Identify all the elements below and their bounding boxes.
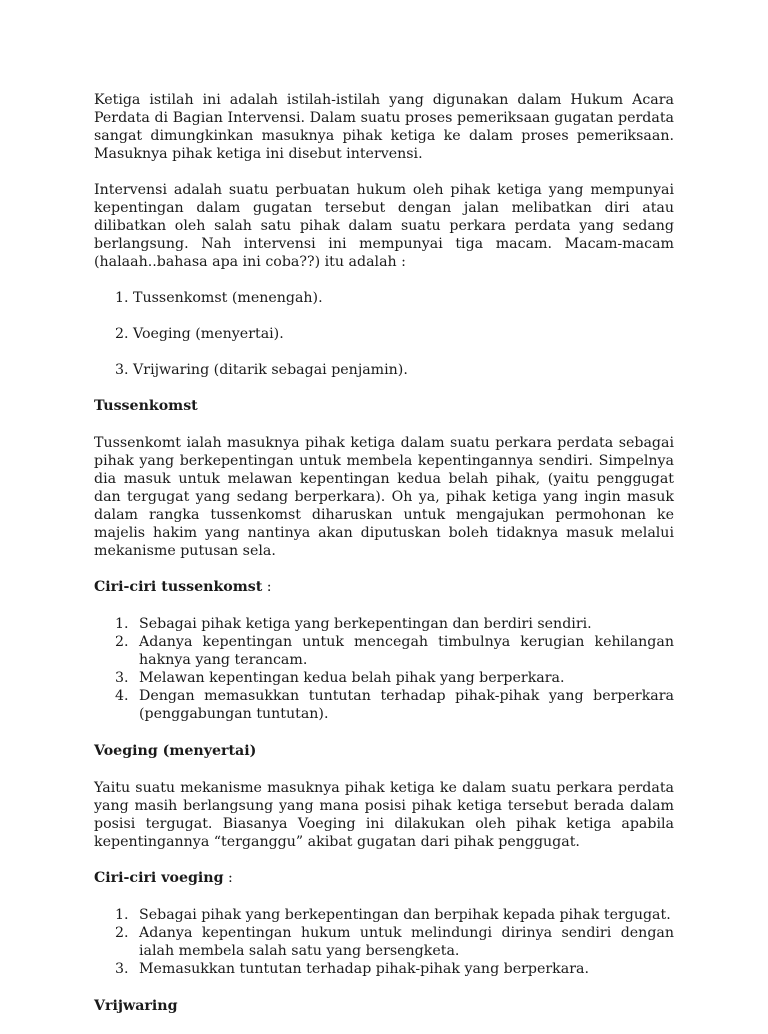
list-item-number: 3.	[115, 961, 129, 977]
list-item	[94, 960, 674, 978]
list-item-number: 3.	[115, 670, 129, 686]
heading-suffix: :	[262, 579, 272, 595]
list-item	[94, 669, 674, 687]
list-item-text: Sebagai pihak yang berkepentingan dan berpihak kepada pihak tergugat.	[139, 907, 671, 923]
list-item-text: Adanya kepentingan hukum untuk melindungi dirinya sendiri dengan ialah membela salah satu yang bersengketa.	[139, 925, 674, 959]
list-item	[94, 687, 674, 723]
section-heading-ciri-tussenkomst	[94, 578, 674, 596]
heading-text: Ciri-ciri tussenkomst	[94, 579, 263, 595]
section-heading-voeging: Voeging (menyertai)	[94, 743, 257, 759]
list-item	[94, 924, 674, 960]
list-item-text: Adanya kepentingan untuk mencegah timbulnya kerugian kehilangan haknya yang terancam.	[139, 634, 674, 668]
list-item	[94, 906, 674, 924]
list-item-text: Sebagai pihak ketiga yang berkepentingan dan berdiri sendiri.	[139, 616, 592, 632]
intervensi-paragraph: Intervensi adalah suatu perbuatan hukum oleh pihak ketiga yang mempunyai kepentingan dalam gugatan tersebut dengan jalan melibatkan diri atau dilibatkan oleh salah satu pihak dalam suatu perkara perdata yang sedang berlangsung. Nah intervensi ini mempunyai tiga macam. Macam-macam (halaah..bahasa apa ini coba??) itu adalah :	[94, 182, 674, 270]
list-item-text: Melawan kepentingan kedua belah pihak yang berperkara.	[139, 670, 565, 686]
heading-suffix: :	[223, 870, 233, 886]
list-item-number: 4.	[115, 688, 129, 704]
types-list-item: 1. Tussenkomst (menengah).	[115, 290, 323, 306]
section-heading-tussenkomst: Tussenkomst	[94, 398, 198, 414]
list-item-text: Dengan memasukkan tuntutan terhadap pihak-pihak yang berperkara (penggabungan tuntutan).	[139, 688, 674, 722]
tussenkomst-definition-paragraph: Tussenkomt ialah masuknya pihak ketiga dalam suatu perkara perdata sebagai pihak yang berkepentingan untuk membela kepentingannya sendiri. Simpelnya dia masuk untuk melawan kepentingan kedua belah pihak, (yaitu penggugat dan tergugat yang sedang berperkara). Oh ya, pihak ketiga yang ingin masuk dalam rangka tussenkomst diharuskan untuk mengajukan permohonan ke majelis hakim yang nantinya akan diputuskan boleh tidaknya masuk melalui mekanisme putusan sela.	[94, 435, 674, 559]
list-item-number: 2.	[115, 634, 129, 650]
document-page	[94, 91, 674, 1034]
section-heading-ciri-voeging	[94, 869, 674, 887]
voeging-definition-paragraph: Yaitu suatu mekanisme masuknya pihak ketiga ke dalam suatu perkara perdata yang masih berlangsung yang mana posisi pihak ketiga tersebut berada dalam posisi tergugat. Biasanya Voeging ini dilakukan oleh pihak ketiga apabila kepentingannya “terganggu” akibat gugatan dari pihak penggugat.	[94, 780, 674, 850]
section-heading-vrijwaring: Vrijwaring	[94, 998, 178, 1014]
types-list-item: 2. Voeging (menyertai).	[115, 326, 284, 342]
list-item-text: Memasukkan tuntutan terhadap pihak-pihak yang berperkara.	[139, 961, 589, 977]
types-list-item: 3. Vrijwaring (ditarik sebagai penjamin).	[115, 362, 408, 378]
heading-text: Ciri-ciri voeging	[94, 870, 224, 886]
list-item-number: 1.	[115, 616, 129, 632]
ciri-voeging-list	[94, 906, 674, 978]
list-item	[94, 615, 674, 633]
ciri-tussenkomst-list	[94, 615, 674, 723]
list-item-number: 2.	[115, 925, 129, 941]
list-item-number: 1.	[115, 907, 129, 923]
list-item	[94, 633, 674, 669]
intro-paragraph: Ketiga istilah ini adalah istilah-istilah yang digunakan dalam Hukum Acara Perdata di Bagian Intervensi. Dalam suatu proses pemeriksaan gugatan perdata sangat dimungkinkan masuknya pihak ketiga ke dalam proses pemeriksaan. Masuknya pihak ketiga ini disebut intervensi.	[94, 92, 674, 162]
